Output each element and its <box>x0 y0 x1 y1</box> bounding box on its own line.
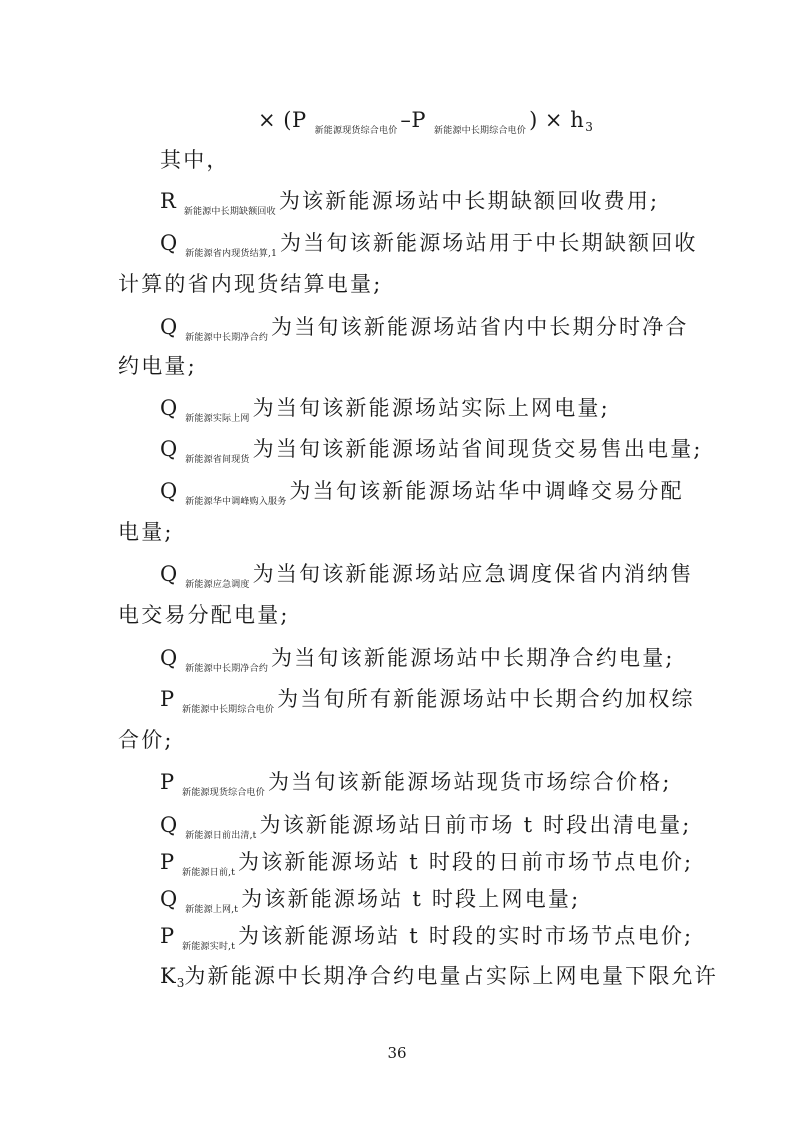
def-q-emergency-dispatch <box>160 564 693 590</box>
definition-continuation: 合价; <box>118 728 174 752</box>
def-r-shortfall-recovery <box>160 191 659 217</box>
def-p-realtime-price <box>160 926 693 952</box>
symbol: K <box>160 964 176 988</box>
formula-sub-contract-price: 新能源中长期综合电价 <box>434 126 527 136</box>
symbol: Q <box>160 479 178 503</box>
def-q-actual-grid <box>160 398 610 424</box>
symbol-subscript: 新能源中长期净合约 <box>185 333 269 343</box>
definition-text: 为当旬该新能源场站实际上网电量; <box>252 396 610 420</box>
def-q-interprovincial-spot <box>160 439 703 465</box>
definition-text: 为当旬该新能源场站省间现货交易售出电量; <box>252 437 703 461</box>
definition-text: 为该新能源场站日前市场 t 时段出清电量; <box>259 813 692 837</box>
symbol: R <box>160 189 176 213</box>
definition-continuation: 电量; <box>118 520 174 544</box>
symbol-subscript: 新能源实时,t <box>182 942 236 952</box>
symbol: Q <box>160 315 178 339</box>
intro-text: 其中， <box>160 148 230 172</box>
symbol: Q <box>160 437 178 461</box>
def-q-net-contract-hourly <box>160 317 689 343</box>
symbol-subscript: 新能源华中调峰购入服务 <box>185 497 287 507</box>
def-p-day-ahead-price <box>160 852 693 878</box>
formula-open: × (P <box>258 108 307 132</box>
def-q-spot-settlement <box>160 233 698 259</box>
def-q-day-ahead-clearing <box>160 815 692 841</box>
def-k3-lower-limit <box>160 966 718 989</box>
def-q-net-contract <box>160 648 675 674</box>
symbol: Q <box>160 646 178 670</box>
definition-text: 为当旬该新能源场站用于中长期缺额回收 <box>280 231 698 255</box>
definition-text: 为该新能源场站 t 时段的实时市场节点电价; <box>238 924 694 948</box>
symbol-subscript: 新能源应急调度 <box>185 580 250 590</box>
definition-text: 为当旬该新能源场站省内中长期分时净合 <box>271 315 689 339</box>
formula-minus: –P <box>400 108 427 132</box>
definition-text: 为当旬该新能源场站现货市场综合价格; <box>267 770 672 794</box>
definition-text: 为该新能源场站 t 时段上网电量; <box>241 887 581 911</box>
formula-line <box>258 110 593 136</box>
definition-text: 为当旬该新能源场站中长期净合约电量; <box>271 646 675 670</box>
symbol-subscript: 新能源中长期综合电价 <box>182 705 275 715</box>
symbol: Q <box>160 813 178 837</box>
symbol-subscript: 3 <box>176 976 185 990</box>
definition-continuation: 约电量; <box>118 354 197 378</box>
symbol-subscript: 新能源中长期缺额回收 <box>183 207 276 217</box>
definition-continuation: 计算的省内现货结算电量; <box>118 272 383 296</box>
symbol: Q <box>160 231 178 255</box>
def-p-contract-price <box>160 689 695 715</box>
page-number: 36 <box>387 1044 407 1062</box>
formula-close: ) × h <box>529 108 585 132</box>
definition-text: 为该新能源场站 t 时段的日前市场节点电价; <box>238 850 694 874</box>
formula-h-subscript: 3 <box>585 120 593 134</box>
symbol: P <box>160 924 175 948</box>
definition-text: 为该新能源场站中长期缺额回收费用; <box>278 189 660 213</box>
definition-text: 为当旬该新能源场站华中调峰交易分配 <box>289 479 684 503</box>
def-p-spot-price <box>160 772 672 798</box>
symbol-subscript: 新能源省内现货结算,1 <box>185 249 278 259</box>
symbol-subscript: 新能源日前出清,t <box>185 831 257 841</box>
definition-text: 为当旬该新能源场站应急调度保省内消纳售 <box>252 562 694 586</box>
symbol: P <box>160 850 175 874</box>
symbol-subscript: 新能源上网,t <box>185 905 239 915</box>
definition-text: 为新能源中长期净合约电量占实际上网电量下限允许 <box>184 964 718 988</box>
def-q-central-china-peak <box>160 481 684 507</box>
symbol-subscript: 新能源日前,t <box>182 868 236 878</box>
formula-sub-spot-price: 新能源现货综合电价 <box>314 126 398 136</box>
symbol-subscript: 新能源现货综合电价 <box>182 788 265 798</box>
symbol: Q <box>160 562 178 586</box>
symbol: P <box>160 687 175 711</box>
definition-continuation: 电交易分配电量; <box>118 603 290 627</box>
symbol-subscript: 新能源实际上网 <box>185 414 250 424</box>
def-q-grid-hourly <box>160 889 580 915</box>
symbol-subscript: 新能源中长期净合约 <box>185 664 269 674</box>
symbol: Q <box>160 887 178 911</box>
symbol-subscript: 新能源省间现货 <box>185 455 250 465</box>
symbol: Q <box>160 396 178 420</box>
definition-text: 为当旬所有新能源场站中长期合约加权综 <box>277 687 695 711</box>
symbol: P <box>160 770 175 794</box>
